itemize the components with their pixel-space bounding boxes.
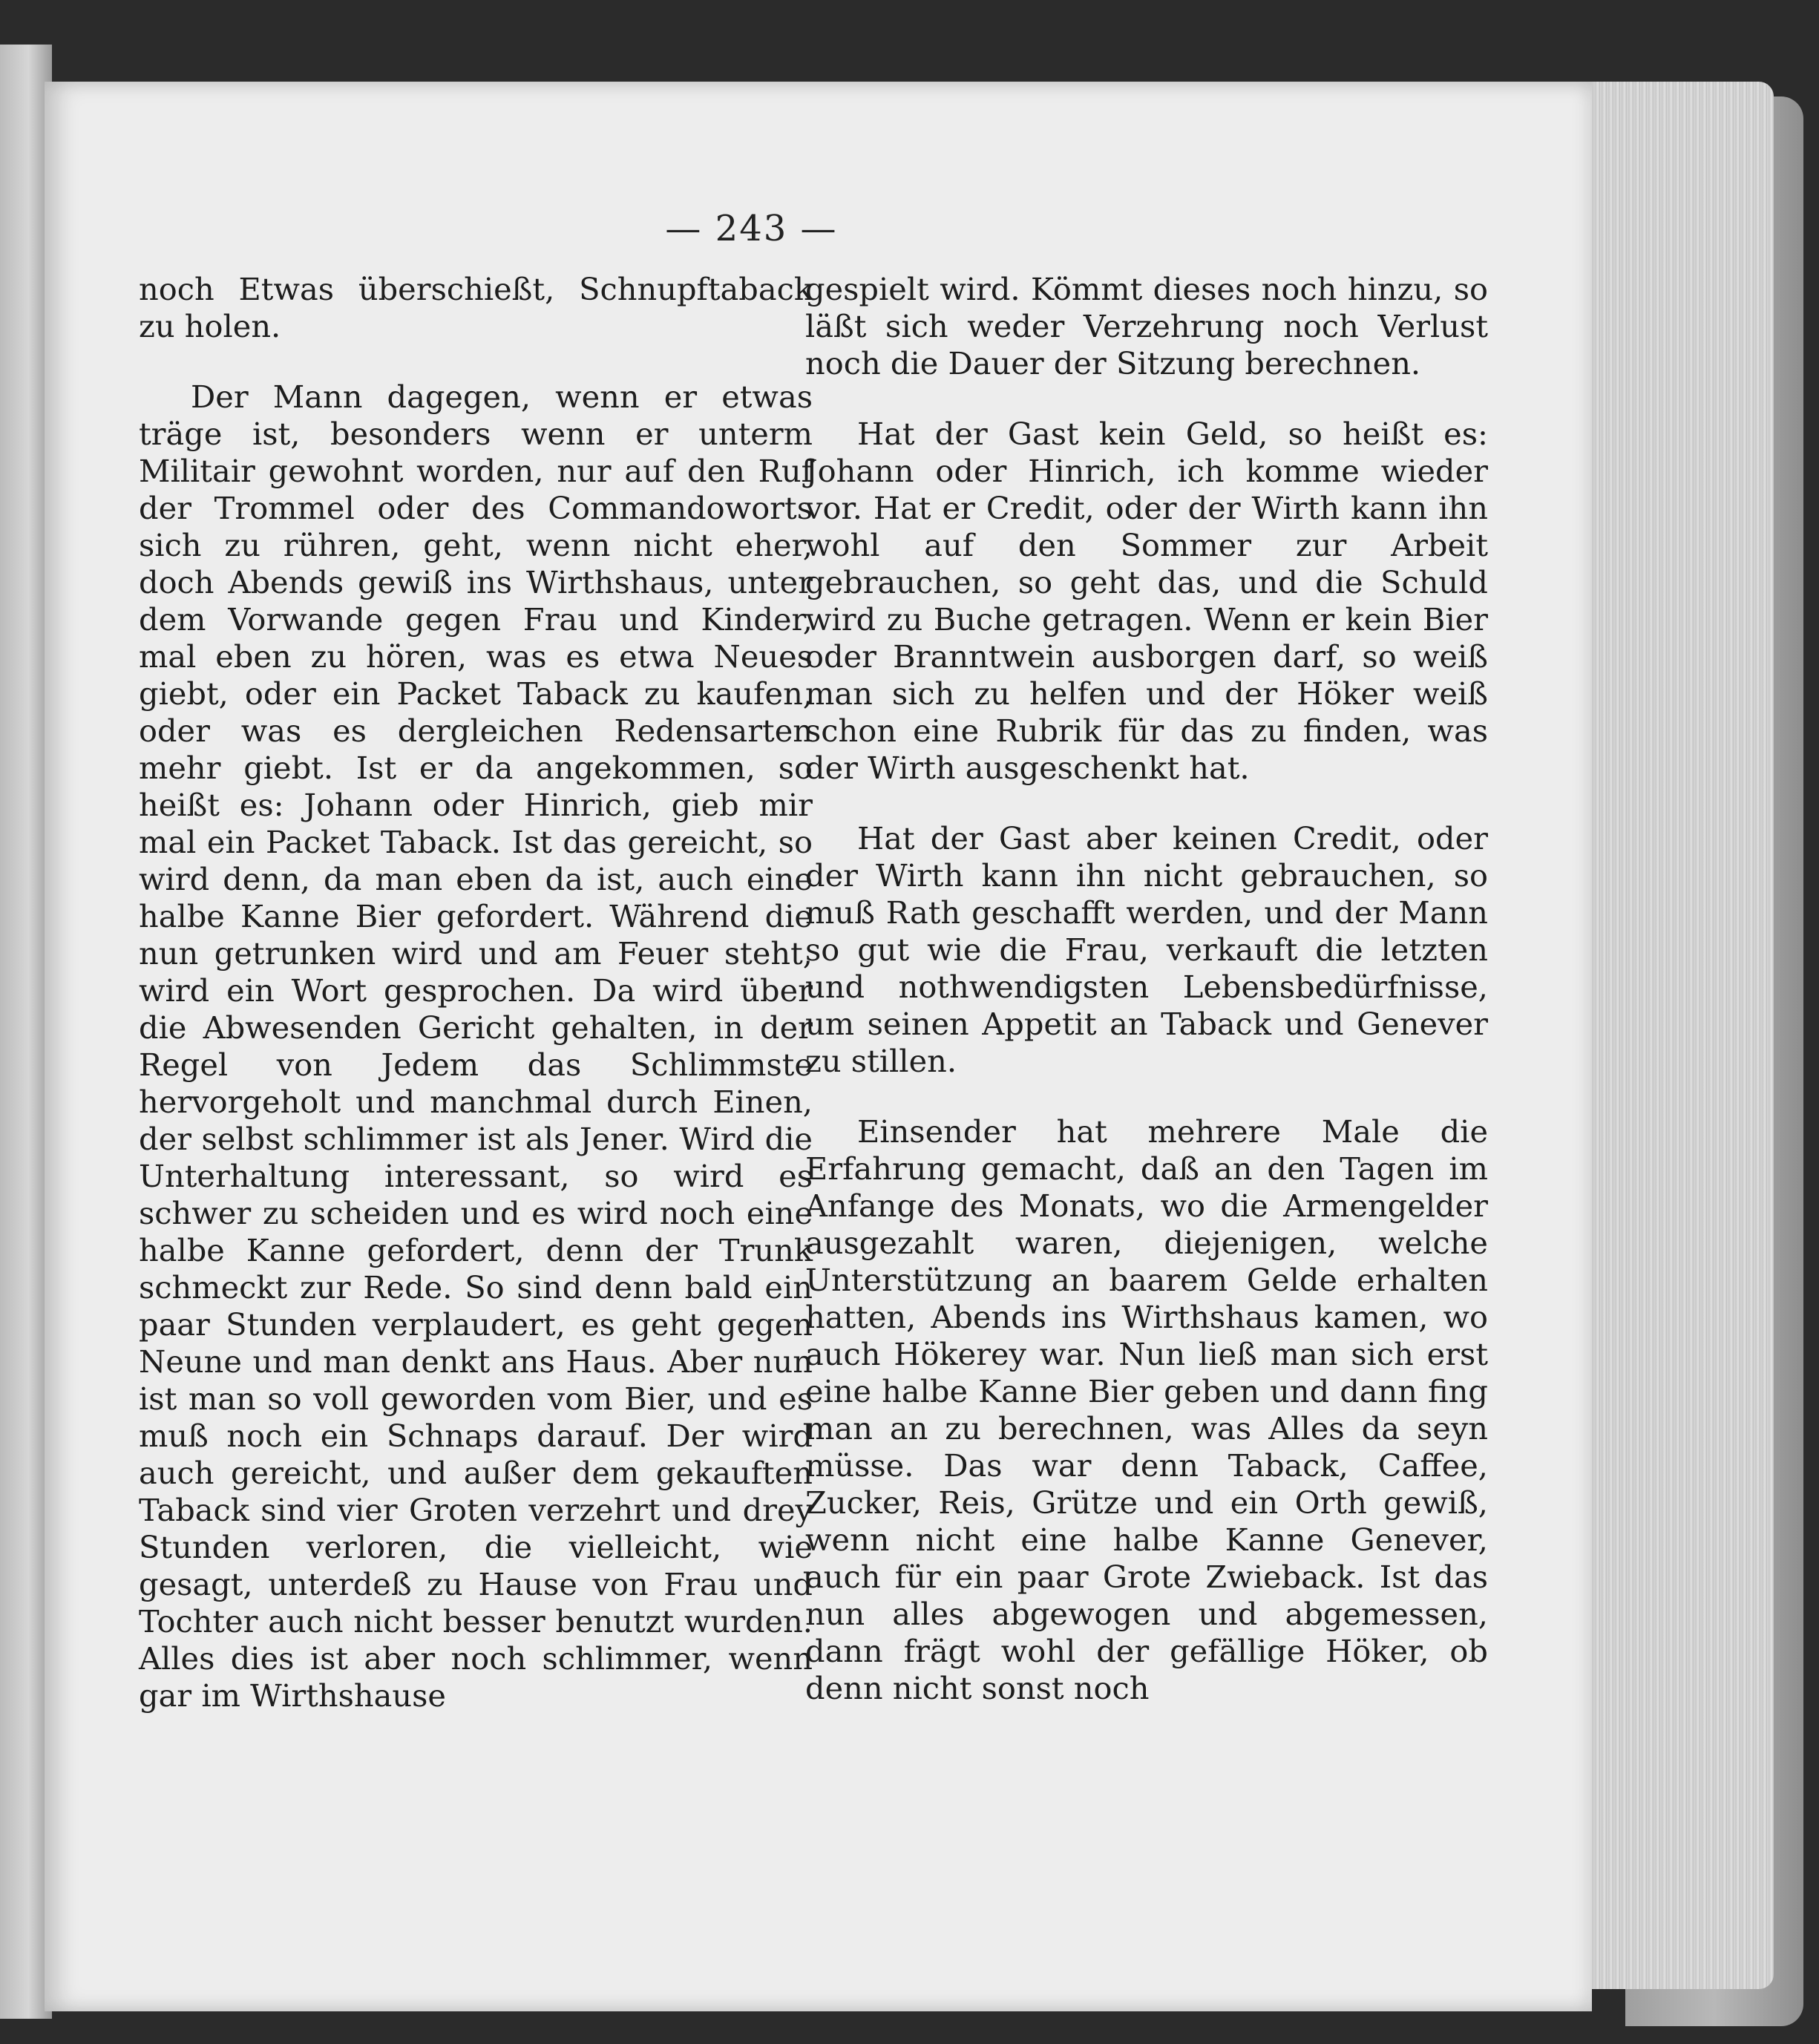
paragraph: Hat der Gast kein Geld, so heißt es: Johann oder Hinrich, ich komme wieder vor. Hat er Credit, oder der Wirth kann ihn wohl auf den Sommer zur Arbeit gebrauchen, so geht das, und die Schuld wird zu Buche getragen. Wenn er kein Bier oder Branntwein ausborgen darf, so weiß man sich zu helfen und der Höker weiß schon eine Rubrik für das zu finden, was der Wirth ausgeschenkt hat. bbox=[805, 416, 1488, 786]
paragraph: Einsender hat mehrere Male die Erfahrung gemacht, daß an den Tagen im Anfange des Monats, wo die Armengelder ausgezahlt waren, diejenigen, welche Unterstützung an baarem Gelde erhalten hatten, Abends ins Wirthshaus kamen, wo auch Hökerey war. Nun ließ man sich erst eine halbe Kanne Bier geben und dann fing man an zu berechnen, was Alles da seyn müsse. Das war denn Taback, Caffee, Zucker, Reis, Grütze und ein Orth gewiß, wenn nicht eine halbe Kanne Genever, auch für ein paar Grote Zwieback. Ist das nun alles abgewogen und abgemessen, dann frägt wohl der gefällige Höker, ob denn nicht sonst noch bbox=[805, 1113, 1488, 1706]
page-number: — 243 — bbox=[665, 208, 838, 249]
right-column bbox=[805, 271, 1488, 1740]
paragraph: noch Etwas überschießt, Schnupftaback zu holen. bbox=[139, 271, 813, 344]
page-stack-edge bbox=[1573, 82, 1774, 1989]
book-page bbox=[45, 82, 1592, 2011]
paragraph: gespielt wird. Kömmt dieses noch hinzu, so läßt sich weder Verzehrung noch Verlust noch die Dauer der Sitzung berechnen. bbox=[805, 271, 1488, 381]
paragraph: Der Mann dagegen, wenn er etwas träge ist, besonders wenn er unterm Militair gewohnt worden, nur auf den Ruf der Trommel oder des Commandoworts sich zu rühren, geht, wenn nicht eher, doch Abends gewiß ins Wirthshaus, unter dem Vorwande gegen Frau und Kinder, mal eben zu hören, was es etwa Neues giebt, oder ein Packet Taback zu kaufen, oder was es dergleichen Redensarten mehr giebt. Ist er da angekommen, so heißt es: Johann oder Hinrich, gieb mir mal ein Packet Taback. Ist das gereicht, so wird denn, da man eben da ist, auch eine halbe Kanne Bier gefordert. Während die nun getrunken wird und am Feuer steht, wird ein Wort gesprochen. Da wird über die Abwesenden Gericht gehalten, in der Regel von Jedem das Schlimmste hervorgeholt und manchmal durch Einen, der selbst schlimmer ist als Jener. Wird die Unterhaltung interessant, so wird es schwer zu scheiden und es wird noch eine halbe Kanne gefordert, denn der Trunk schmeckt zur Rede. So sind denn bald ein paar Stunden verplaudert, es geht gegen Neune und man denkt ans Haus. Aber nun ist man so voll geworden vom Bier, und es muß noch ein Schnaps darauf. Der wird auch gereicht, und außer dem gekauften Taback sind vier Groten verzehrt und drey Stunden verloren, die vielleicht, wie gesagt, unterdeß zu Hause von Frau und Tochter auch nicht besser benutzt wurden. Alles dies ist aber noch schlimmer, wenn gar im Wirthshause bbox=[139, 379, 813, 1714]
paragraph: Hat der Gast aber keinen Credit, oder der Wirth kann ihn nicht gebrauchen, so muß Rath geschafft werden, und der Mann so gut wie die Frau, verkauft die letzten und nothwendigsten Lebensbedürfnisse, um seinen Appetit an Taback und Genever zu stillen. bbox=[805, 820, 1488, 1079]
left-column bbox=[139, 271, 813, 1748]
